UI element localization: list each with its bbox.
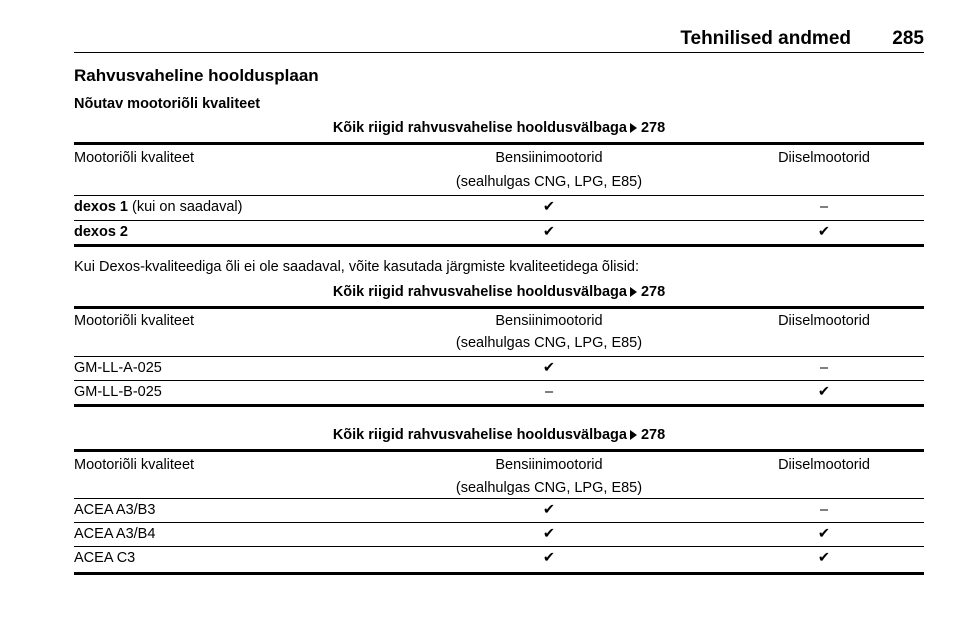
table-rule <box>74 380 924 381</box>
petrol-value: ✔ <box>542 199 556 215</box>
cross-reference-link[interactable]: 278 <box>640 427 666 443</box>
table-rule <box>74 546 924 547</box>
column-header-diesel: Diiselmootorid <box>778 457 870 473</box>
column-header-petrol: Bensiinimootorid <box>495 313 603 329</box>
table-row-label: ACEA C3 <box>74 550 136 566</box>
table-row-label: ACEA A3/B3 <box>74 502 156 518</box>
column-header-diesel: Diiselmootorid <box>778 150 870 166</box>
page-number: 285 <box>892 28 924 49</box>
diesel-value: ✔ <box>817 550 831 566</box>
diesel-value: – <box>819 199 829 215</box>
table-rule <box>74 449 924 452</box>
table-caption: Kõik riigid rahvusvahelise hooldusvälbaga 278 <box>332 284 666 300</box>
cross-reference-arrow-icon <box>630 287 637 297</box>
table-rule <box>74 195 924 196</box>
table-caption: Kõik riigid rahvusvahelise hooldusvälbaga 278 <box>332 427 666 443</box>
column-header-petrol-sub: (sealhulgas CNG, LPG, E85) <box>455 335 643 351</box>
table-row-label: GM-LL-B-025 <box>74 384 162 400</box>
cross-reference-link[interactable]: 278 <box>640 284 666 300</box>
oil-quality-table-gm <box>74 284 924 412</box>
table-rule <box>74 522 924 523</box>
cross-reference-arrow-icon <box>630 430 637 440</box>
column-header-oil-quality: Mootoriõli kvaliteet <box>74 457 195 473</box>
petrol-value: ✔ <box>542 502 556 518</box>
table-rule <box>74 572 924 575</box>
column-header-oil-quality: Mootoriõli kvaliteet <box>74 313 195 329</box>
table-rule <box>74 244 924 247</box>
column-header-oil-quality: Mootoriõli kvaliteet <box>74 150 195 166</box>
subsection-title: Nõutav mootoriõli kvaliteet <box>74 96 261 112</box>
petrol-value: ✔ <box>542 360 556 376</box>
note-text: Kui Dexos-kvaliteediga õli ei ole saadaval, võite kasutada järgmiste kvaliteetidega õlisid: <box>74 259 640 275</box>
cross-reference-link[interactable]: 278 <box>640 120 666 136</box>
column-header-petrol: Bensiinimootorid <box>495 150 603 166</box>
column-header-diesel: Diiselmootorid <box>778 313 870 329</box>
table-row-label: dexos 2 <box>74 224 128 240</box>
oil-quality-table-acea <box>74 427 924 577</box>
table-rule <box>74 306 924 309</box>
table-rule <box>74 142 924 145</box>
diesel-value: ✔ <box>817 526 831 542</box>
petrol-value: ✔ <box>542 550 556 566</box>
column-header-petrol-sub: (sealhulgas CNG, LPG, E85) <box>455 174 643 190</box>
cross-reference-arrow-icon <box>630 123 637 133</box>
petrol-value: – <box>544 384 554 400</box>
table-caption: Kõik riigid rahvusvahelise hooldusvälbaga 278 <box>332 120 666 136</box>
petrol-value: ✔ <box>542 224 556 240</box>
table-rule <box>74 498 924 499</box>
section-title: Rahvusvaheline hooldusplaan <box>74 66 319 85</box>
table-row-label: dexos 1 (kui on saadaval) <box>74 199 243 215</box>
table-rule <box>74 220 924 221</box>
oil-quality-table-dexos <box>74 120 924 248</box>
table-rule <box>74 404 924 407</box>
table-row-label: GM-LL-A-025 <box>74 360 162 376</box>
diesel-value: ✔ <box>817 384 831 400</box>
column-header-petrol: Bensiinimootorid <box>495 457 603 473</box>
petrol-value: ✔ <box>542 526 556 542</box>
table-rule <box>74 356 924 357</box>
diesel-value: – <box>819 502 829 518</box>
diesel-value: – <box>819 360 829 376</box>
column-header-petrol-sub: (sealhulgas CNG, LPG, E85) <box>455 480 643 496</box>
running-header <box>74 24 924 53</box>
header-title: Tehnilised andmed <box>680 28 851 49</box>
diesel-value: ✔ <box>817 224 831 240</box>
table-row-label: ACEA A3/B4 <box>74 526 156 542</box>
